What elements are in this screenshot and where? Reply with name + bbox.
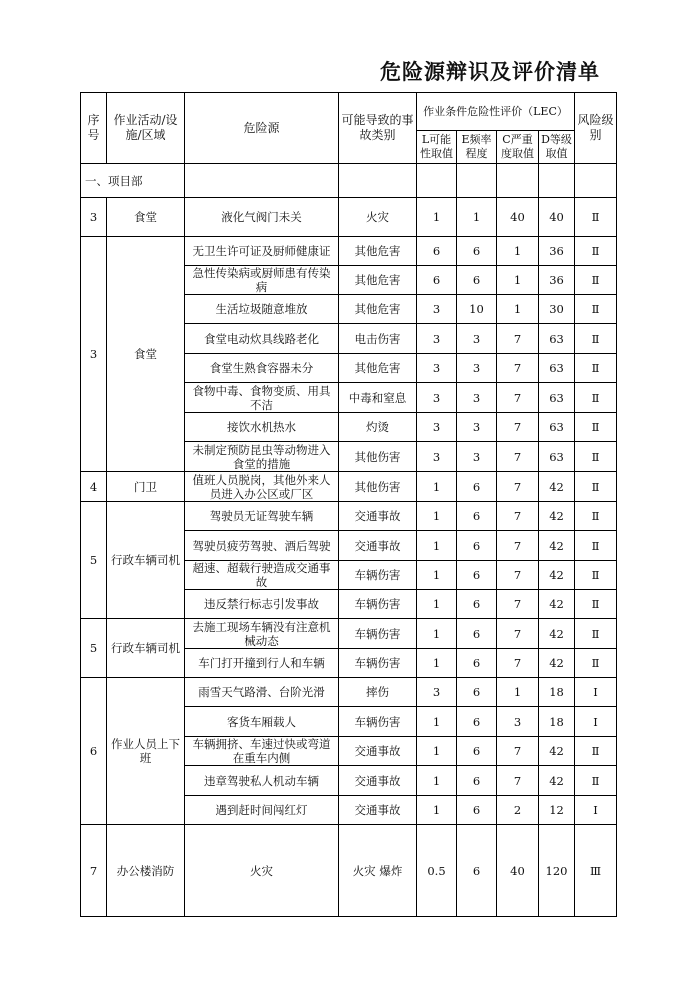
- l-value-cell: 1: [417, 737, 457, 766]
- e-value-cell: 10: [457, 295, 497, 324]
- header-c: C严重度取值: [497, 131, 539, 164]
- e-value-cell: 6: [457, 531, 497, 561]
- table-row: [81, 472, 617, 502]
- e-value-cell: 6: [457, 737, 497, 766]
- d-value-cell: 63: [539, 383, 575, 413]
- hazard-cell: 无卫生许可证及厨师健康证: [185, 237, 339, 266]
- accident-cell: 其他危害: [339, 354, 417, 383]
- risk-level-cell: Ⅱ: [575, 324, 617, 354]
- d-value-cell: 42: [539, 737, 575, 766]
- c-value-cell: 7: [497, 472, 539, 502]
- accident-cell: 车辆伤害: [339, 561, 417, 590]
- d-value-cell: 36: [539, 237, 575, 266]
- header-lec-group: 作业条件危险性评价（LEC）: [417, 93, 575, 131]
- accident-cell: 车辆伤害: [339, 619, 417, 649]
- risk-level-cell: Ⅱ: [575, 561, 617, 590]
- d-value-cell: 120: [539, 825, 575, 917]
- accident-cell: 车辆伤害: [339, 590, 417, 619]
- l-value-cell: 1: [417, 796, 457, 825]
- activity-cell: 办公楼消防: [107, 825, 185, 917]
- accident-cell: 其他危害: [339, 237, 417, 266]
- table-row: [81, 198, 617, 237]
- accident-cell: 车辆伤害: [339, 707, 417, 737]
- l-value-cell: 0.5: [417, 825, 457, 917]
- seq-cell: 6: [81, 678, 107, 825]
- risk-level-cell: Ⅱ: [575, 766, 617, 796]
- seq-cell: 3: [81, 198, 107, 237]
- risk-level-cell: Ⅰ: [575, 796, 617, 825]
- d-value-cell: 42: [539, 649, 575, 678]
- accident-cell: 车辆伤害: [339, 649, 417, 678]
- page-title: 危险源辩识及评价清单: [380, 60, 600, 84]
- hazard-cell: 急性传染病或厨师患有传染病: [185, 266, 339, 295]
- e-value-cell: 6: [457, 678, 497, 707]
- seq-cell: 7: [81, 825, 107, 917]
- l-value-cell: 3: [417, 413, 457, 442]
- hazard-cell: 违章驾驶私人机动车辆: [185, 766, 339, 796]
- l-value-cell: 1: [417, 502, 457, 531]
- l-value-cell: 3: [417, 442, 457, 472]
- header-row: [81, 93, 617, 131]
- accident-cell: 交通事故: [339, 737, 417, 766]
- hazard-table: [80, 92, 617, 917]
- d-value-cell: 18: [539, 707, 575, 737]
- activity-cell: 食堂: [107, 237, 185, 472]
- d-value-cell: 42: [539, 561, 575, 590]
- e-value-cell: 6: [457, 266, 497, 295]
- hazard-cell: 违反禁行标志引发事故: [185, 590, 339, 619]
- empty-cell: [497, 164, 539, 198]
- risk-level-cell: Ⅱ: [575, 266, 617, 295]
- risk-level-cell: Ⅱ: [575, 590, 617, 619]
- risk-level-cell: Ⅱ: [575, 413, 617, 442]
- c-value-cell: 7: [497, 324, 539, 354]
- header-activity: 作业活动/设施/区域: [107, 93, 185, 164]
- l-value-cell: 3: [417, 324, 457, 354]
- activity-cell: 行政车辆司机: [107, 619, 185, 678]
- accident-cell: 其他伤害: [339, 472, 417, 502]
- empty-cell: [457, 164, 497, 198]
- e-value-cell: 6: [457, 590, 497, 619]
- d-value-cell: 18: [539, 678, 575, 707]
- header-level: 风险级别: [575, 93, 617, 164]
- e-value-cell: 3: [457, 324, 497, 354]
- header-l: L可能性取值: [417, 131, 457, 164]
- risk-level-cell: Ⅱ: [575, 295, 617, 324]
- accident-cell: 交通事故: [339, 502, 417, 531]
- l-value-cell: 6: [417, 266, 457, 295]
- e-value-cell: 6: [457, 707, 497, 737]
- risk-level-cell: Ⅱ: [575, 383, 617, 413]
- l-value-cell: 1: [417, 649, 457, 678]
- c-value-cell: 7: [497, 766, 539, 796]
- c-value-cell: 7: [497, 413, 539, 442]
- risk-level-cell: Ⅲ: [575, 825, 617, 917]
- e-value-cell: 6: [457, 237, 497, 266]
- hazard-cell: 雨雪天气路滑、台阶光滑: [185, 678, 339, 707]
- e-value-cell: 3: [457, 383, 497, 413]
- l-value-cell: 1: [417, 198, 457, 237]
- e-value-cell: 6: [457, 649, 497, 678]
- l-value-cell: 1: [417, 619, 457, 649]
- c-value-cell: 1: [497, 266, 539, 295]
- l-value-cell: 1: [417, 561, 457, 590]
- c-value-cell: 7: [497, 649, 539, 678]
- empty-cell: [417, 164, 457, 198]
- risk-level-cell: Ⅱ: [575, 237, 617, 266]
- hazard-cell: 生活垃圾随意堆放: [185, 295, 339, 324]
- hazard-cell: 客货车厢载人: [185, 707, 339, 737]
- d-value-cell: 42: [539, 590, 575, 619]
- c-value-cell: 40: [497, 825, 539, 917]
- d-value-cell: 36: [539, 266, 575, 295]
- e-value-cell: 6: [457, 766, 497, 796]
- l-value-cell: 3: [417, 295, 457, 324]
- header-e: E频率程度: [457, 131, 497, 164]
- header-accident: 可能导致的事故类别: [339, 93, 417, 164]
- l-value-cell: 3: [417, 383, 457, 413]
- l-value-cell: 1: [417, 707, 457, 737]
- header-seq: 序号: [81, 93, 107, 164]
- e-value-cell: 3: [457, 413, 497, 442]
- c-value-cell: 7: [497, 590, 539, 619]
- accident-cell: 火灾: [339, 198, 417, 237]
- risk-level-cell: Ⅱ: [575, 619, 617, 649]
- table-row: [81, 502, 617, 531]
- table-row: [81, 619, 617, 649]
- header-d: D等级取值: [539, 131, 575, 164]
- accident-cell: 电击伤害: [339, 324, 417, 354]
- d-value-cell: 63: [539, 413, 575, 442]
- d-value-cell: 42: [539, 766, 575, 796]
- hazard-cell: 遇到赶时间闯红灯: [185, 796, 339, 825]
- risk-level-cell: Ⅱ: [575, 442, 617, 472]
- hazard-cell: 火灾: [185, 825, 339, 917]
- c-value-cell: 2: [497, 796, 539, 825]
- e-value-cell: 6: [457, 561, 497, 590]
- hazard-cell: 超速、超载行驶造成交通事故: [185, 561, 339, 590]
- l-value-cell: 6: [417, 237, 457, 266]
- hazard-cell: 食物中毒、食物变质、用具不洁: [185, 383, 339, 413]
- d-value-cell: 42: [539, 531, 575, 561]
- hazard-cell: 驾驶员疲劳驾驶、酒后驾驶: [185, 531, 339, 561]
- l-value-cell: 3: [417, 354, 457, 383]
- risk-level-cell: Ⅱ: [575, 531, 617, 561]
- d-value-cell: 42: [539, 472, 575, 502]
- hazard-cell: 值班人员脱岗，其他外来人员进入办公区或厂区: [185, 472, 339, 502]
- c-value-cell: 7: [497, 442, 539, 472]
- risk-level-cell: Ⅱ: [575, 737, 617, 766]
- c-value-cell: 3: [497, 707, 539, 737]
- accident-cell: 中毒和窒息: [339, 383, 417, 413]
- accident-cell: 灼烫: [339, 413, 417, 442]
- risk-level-cell: Ⅱ: [575, 472, 617, 502]
- hazard-cell: 驾驶员无证驾驶车辆: [185, 502, 339, 531]
- empty-cell: [339, 164, 417, 198]
- d-value-cell: 63: [539, 354, 575, 383]
- c-value-cell: 7: [497, 502, 539, 531]
- empty-cell: [185, 164, 339, 198]
- c-value-cell: 7: [497, 354, 539, 383]
- d-value-cell: 30: [539, 295, 575, 324]
- e-value-cell: 6: [457, 619, 497, 649]
- d-value-cell: 42: [539, 502, 575, 531]
- table-row: [81, 678, 617, 707]
- e-value-cell: 6: [457, 796, 497, 825]
- c-value-cell: 1: [497, 237, 539, 266]
- accident-cell: 其他伤害: [339, 442, 417, 472]
- risk-level-cell: Ⅰ: [575, 707, 617, 737]
- l-value-cell: 1: [417, 590, 457, 619]
- accident-cell: 交通事故: [339, 796, 417, 825]
- risk-level-cell: Ⅱ: [575, 649, 617, 678]
- accident-cell: 其他危害: [339, 266, 417, 295]
- hazard-cell: 接饮水机热水: [185, 413, 339, 442]
- accident-cell: 交通事故: [339, 766, 417, 796]
- hazard-cell: 未制定预防昆虫等动物进入食堂的措施: [185, 442, 339, 472]
- accident-cell: 火灾 爆炸: [339, 825, 417, 917]
- hazard-cell: 去施工现场车辆没有注意机械动态: [185, 619, 339, 649]
- seq-cell: 4: [81, 472, 107, 502]
- accident-cell: 摔伤: [339, 678, 417, 707]
- seq-cell: 5: [81, 502, 107, 619]
- c-value-cell: 7: [497, 383, 539, 413]
- d-value-cell: 12: [539, 796, 575, 825]
- c-value-cell: 7: [497, 737, 539, 766]
- c-value-cell: 7: [497, 619, 539, 649]
- risk-level-cell: Ⅰ: [575, 678, 617, 707]
- c-value-cell: 1: [497, 678, 539, 707]
- c-value-cell: 7: [497, 561, 539, 590]
- table-row: [81, 237, 617, 266]
- accident-cell: 交通事故: [339, 531, 417, 561]
- e-value-cell: 6: [457, 472, 497, 502]
- l-value-cell: 1: [417, 531, 457, 561]
- empty-cell: [539, 164, 575, 198]
- hazard-cell: 车辆拥挤、车速过快或弯道在重车内侧: [185, 737, 339, 766]
- c-value-cell: 7: [497, 531, 539, 561]
- activity-cell: 作业人员上下班: [107, 678, 185, 825]
- header-hazard: 危险源: [185, 93, 339, 164]
- activity-cell: 食堂: [107, 198, 185, 237]
- seq-cell: 3: [81, 237, 107, 472]
- hazard-cell: 食堂电动炊具线路老化: [185, 324, 339, 354]
- c-value-cell: 40: [497, 198, 539, 237]
- l-value-cell: 3: [417, 678, 457, 707]
- e-value-cell: 6: [457, 825, 497, 917]
- l-value-cell: 1: [417, 766, 457, 796]
- hazard-cell: 车门打开撞到行人和车辆: [185, 649, 339, 678]
- c-value-cell: 1: [497, 295, 539, 324]
- d-value-cell: 63: [539, 442, 575, 472]
- risk-level-cell: Ⅱ: [575, 198, 617, 237]
- empty-cell: [575, 164, 617, 198]
- d-value-cell: 63: [539, 324, 575, 354]
- seq-cell: 5: [81, 619, 107, 678]
- e-value-cell: 3: [457, 442, 497, 472]
- hazard-table-body: [81, 93, 617, 917]
- e-value-cell: 3: [457, 354, 497, 383]
- e-value-cell: 1: [457, 198, 497, 237]
- activity-cell: 行政车辆司机: [107, 502, 185, 619]
- risk-level-cell: Ⅱ: [575, 502, 617, 531]
- accident-cell: 其他危害: [339, 295, 417, 324]
- hazard-cell: 液化气阀门未关: [185, 198, 339, 237]
- risk-level-cell: Ⅱ: [575, 354, 617, 383]
- table-row: [81, 825, 617, 917]
- e-value-cell: 6: [457, 502, 497, 531]
- d-value-cell: 40: [539, 198, 575, 237]
- activity-cell: 门卫: [107, 472, 185, 502]
- l-value-cell: 1: [417, 472, 457, 502]
- section-row: [81, 164, 617, 198]
- hazard-cell: 食堂生熟食容器未分: [185, 354, 339, 383]
- section-label: 一、项目部: [81, 164, 185, 198]
- d-value-cell: 42: [539, 619, 575, 649]
